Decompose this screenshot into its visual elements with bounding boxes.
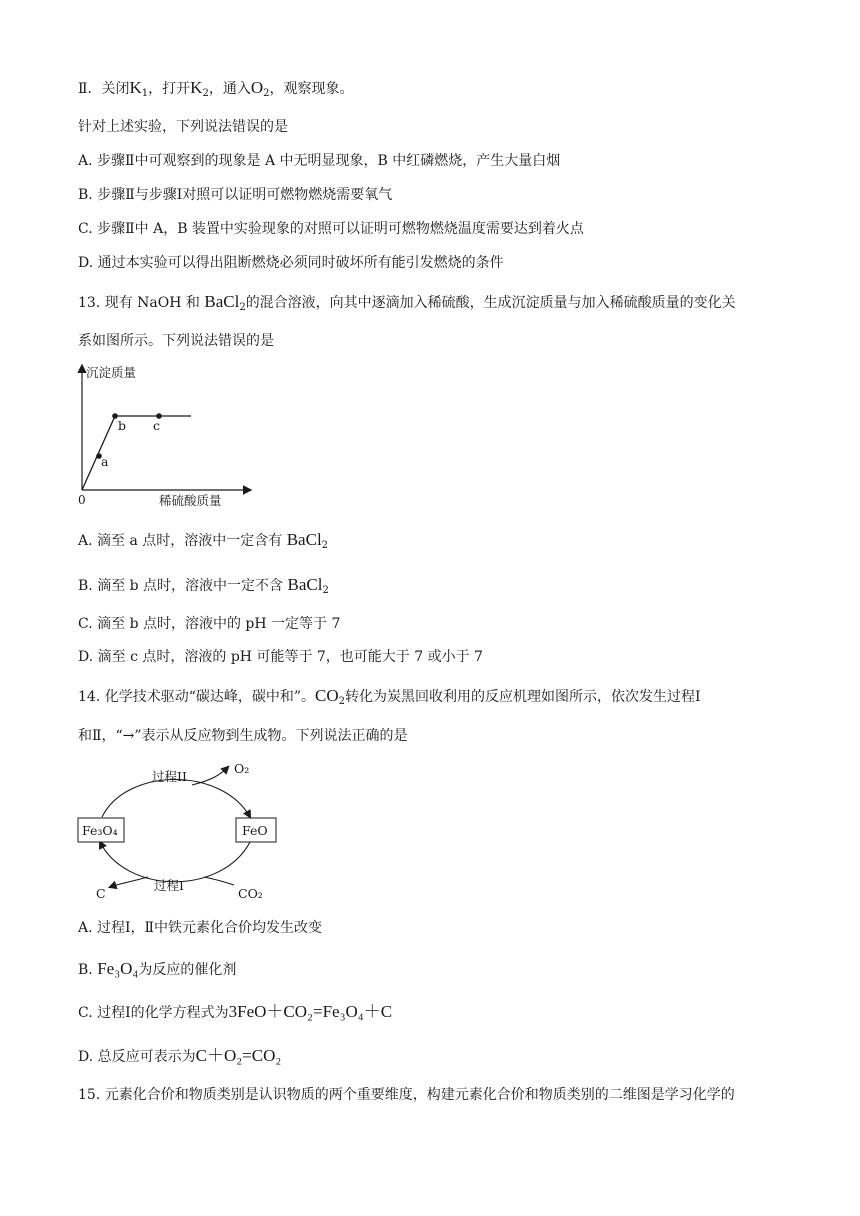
c-label: C <box>96 886 106 901</box>
q14-stem-b: 转化为炭黑回收利用的反应机理如图所示，依次发生过程Ⅰ <box>345 689 701 705</box>
y-axis-label: 沉淀质量 <box>86 365 137 380</box>
q13-option-a-sub: 2 <box>321 540 329 551</box>
q14-option-b-suffix: 为反应的催化剂 <box>138 962 237 978</box>
q13-bacl-subscript: 2 <box>239 302 246 313</box>
q13-option-b-sub: 2 <box>322 585 329 596</box>
o2-symbol: O <box>250 78 264 97</box>
q13-stem-line1 <box>78 292 736 313</box>
q13-option-b-formula: BaCl <box>287 575 323 594</box>
feo-label: FeO <box>242 823 268 838</box>
q12-option-d: D. 通过本实验可以得出阻断燃烧必须同时破坏所有能引发燃烧的条件 <box>78 255 504 271</box>
q14-co-subscript: 2 <box>338 696 346 707</box>
k2-subscript: 2 <box>202 88 209 99</box>
q13-stem-a: 13. 现有 NaOH 和 <box>78 295 200 311</box>
q14-option-c <box>78 1002 392 1023</box>
x-axis-label: 稀硫酸质量 <box>159 493 222 508</box>
q14-co-formula: CO <box>315 686 339 705</box>
q14-option-a: A. 过程Ⅰ，Ⅱ中铁元素化合价均发生改变 <box>78 920 323 936</box>
q13-stem-line2: 系如图所示。下列说法错误的是 <box>78 333 274 349</box>
q13-option-a-formula: BaCl <box>286 530 322 549</box>
process1-label: 过程I <box>154 878 184 893</box>
k1-subscript: 1 <box>141 88 149 99</box>
process1-arc <box>100 842 250 882</box>
step2-prefix: Ⅱ．关闭 <box>78 81 130 97</box>
reaction-cycle-diagram <box>72 755 302 905</box>
step2-mid2: ，通入 <box>208 81 251 97</box>
co2-label: CO₂ <box>238 886 263 901</box>
q12-option-c: C. 步骤Ⅱ中 A，B 装置中实验现象的对照可以证明可燃物燃烧温度需要达到着火点 <box>78 221 584 237</box>
q13-option-a-text: A. 滴至 a 点时，溶液中一定含有 <box>78 533 283 549</box>
q15-stem: 15. 元素化合价和物质类别是认识物质的两个重要维度，构建元素化合价和物质类别的二维图是学习化学的 <box>78 1087 735 1103</box>
o2-subscript: 2 <box>263 88 270 99</box>
q14-option-b-formula: Fe₃O₄ <box>97 959 139 978</box>
q12-option-a: A. 步骤Ⅱ中可观察到的现象是 A 中无明显现象，B 中红磷燃烧，产生大量白烟 <box>78 153 561 169</box>
precipitate-curve <box>82 416 191 490</box>
o2-label: O₂ <box>234 761 250 776</box>
q14-option-c-prefix: C. 过程Ⅰ的化学方程式为 <box>78 1005 229 1021</box>
q13-stem-b: 的混合溶液，向其中逐滴加入稀硫酸，生成沉淀质量与加入稀硫酸质量的变化关 <box>245 295 736 311</box>
q14-stem-line2: 和Ⅱ，“→”表示从反应物到生成物。下列说法正确的是 <box>78 728 408 744</box>
point-b-label: b <box>118 418 127 433</box>
q13-option-b <box>78 575 329 596</box>
q14-option-d <box>78 1046 281 1067</box>
q14-option-d-equation: C＋O₂=CO₂ <box>195 1046 282 1065</box>
k2-symbol: K <box>190 78 203 97</box>
fe3o4-label: Fe₃O₄ <box>82 823 118 838</box>
q13-option-b-text: B. 滴至 b 点时，溶液中一定不含 <box>78 578 284 594</box>
point-a-label: a <box>101 454 109 469</box>
step2-mid1: ，打开 <box>148 81 191 97</box>
point-b <box>112 413 118 419</box>
q12-option-b: B. 步骤Ⅱ与步骤Ⅰ对照可以证明可燃物燃烧需要氧气 <box>78 187 393 203</box>
q14-stem-line1 <box>78 686 701 707</box>
q13-option-c: C. 滴至 b 点时，溶液中的 pH 一定等于 7 <box>78 616 341 632</box>
process2-label: 过程II <box>152 769 187 784</box>
q14-option-d-prefix: D. 总反应可表示为 <box>78 1049 196 1065</box>
q14-option-c-equation: 3FeO＋CO₂=Fe₃O₄＋C <box>228 1002 393 1021</box>
q14-option-b <box>78 959 236 980</box>
co2-branch <box>204 877 234 885</box>
q14-stem-a: 14. 化学技术驱动“碳达峰，碳中和”。 <box>78 689 316 705</box>
origin-label: 0 <box>78 493 86 507</box>
step2-suffix: ，观察现象。 <box>269 81 354 97</box>
q13-bacl-formula: BaCl <box>204 292 240 311</box>
q13-option-d: D. 滴至 c 点时，溶液的 pH 可能等于 7，也可能大于 7 或小于 7 <box>78 649 483 665</box>
q13-option-a <box>78 530 328 551</box>
process2-arc <box>102 780 250 818</box>
point-c-label: c <box>153 418 161 433</box>
precipitate-chart <box>72 360 262 510</box>
c-branch <box>110 877 148 887</box>
step2-line <box>78 78 353 99</box>
q12-stem: 针对上述实验，下列说法错误的是 <box>78 119 288 135</box>
q14-option-b-prefix: B. <box>78 962 93 978</box>
k1-symbol: K <box>129 78 142 97</box>
